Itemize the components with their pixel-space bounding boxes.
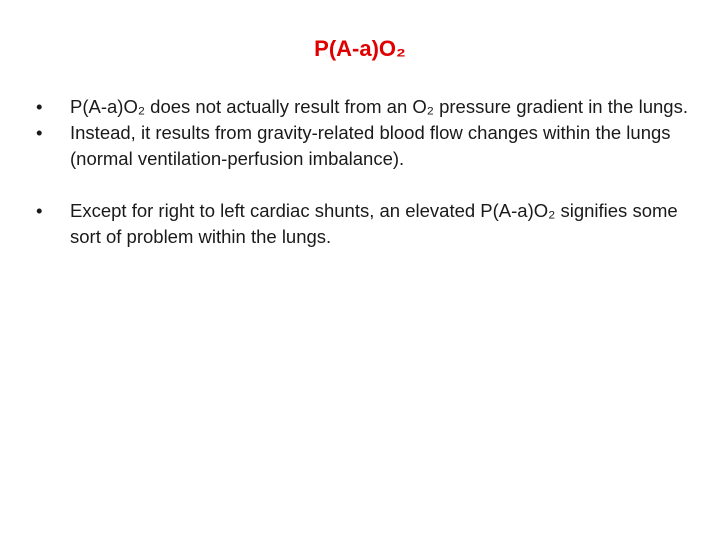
list-item [36, 198, 696, 250]
list-item [36, 94, 696, 120]
slide-title: P(A-a)O₂ [314, 36, 406, 61]
bullet-text: Instead, it results from gravity-related blood flow changes within the lungs (normal ventilation-perfusion imbalance). [70, 122, 671, 169]
bullet-marker: • [36, 96, 43, 117]
list-item [36, 120, 696, 172]
bullet-text: Except for right to left cardiac shunts, an elevated P(A-a)O₂ signifies some sort of problem within the lungs. [70, 200, 678, 247]
bullet-list [36, 94, 696, 250]
bullet-marker: • [36, 200, 43, 221]
bullet-marker: • [36, 122, 43, 143]
bullet-text: P(A-a)O₂ does not actually result from an O₂ pressure gradient in the lungs. [70, 96, 688, 117]
